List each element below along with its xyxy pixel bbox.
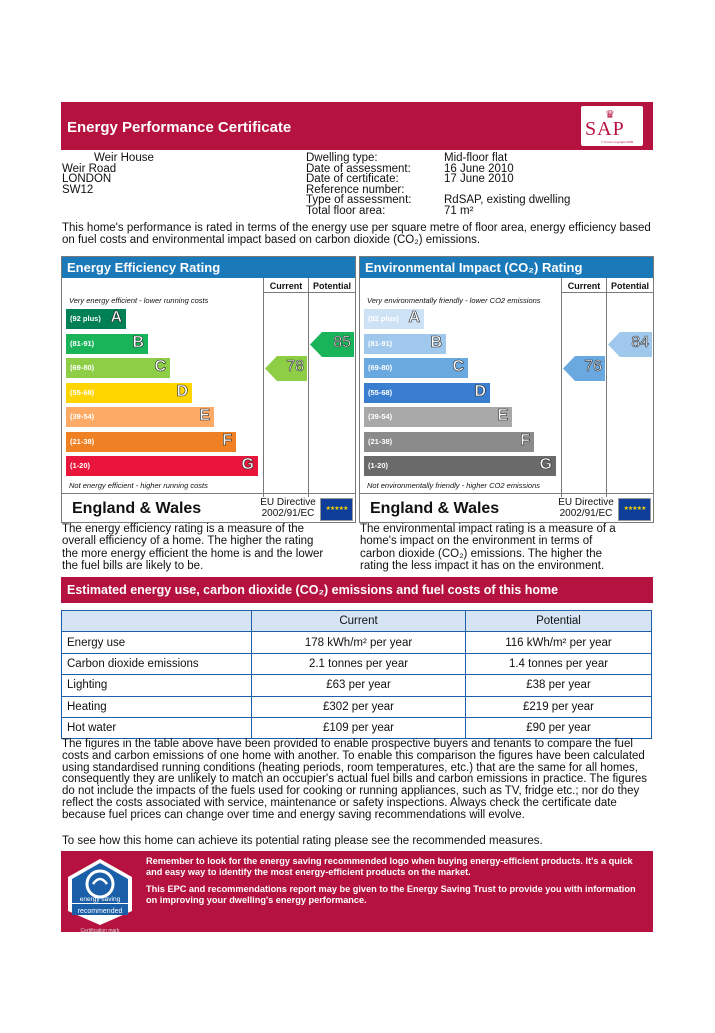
potential-column-header: Potential (607, 279, 653, 293)
sap-logo-copyright: © Crown copyright 2005 (601, 140, 634, 144)
potential-rating-value: 85 (333, 333, 351, 351)
band-letter: G (241, 456, 254, 473)
rating-band-d (364, 383, 490, 403)
band-letter: C (452, 358, 464, 375)
rating-band-b (364, 334, 446, 354)
detail-value: Mid-floor flat (444, 152, 508, 164)
band-range: (69-80) (70, 363, 95, 372)
band-range: (39-54) (368, 412, 393, 421)
current-rating-arrow (563, 356, 605, 381)
eu-flag-icon: ★★★★★ (618, 498, 651, 521)
band-range: (39-54) (70, 412, 95, 421)
row-label: Energy use (62, 632, 252, 653)
potential-value: £90 per year (466, 717, 652, 738)
current-value: £109 per year (252, 717, 466, 738)
region-label: England & Wales (72, 500, 202, 517)
eu-directive-line: 2002/91/EC (559, 508, 613, 519)
rating-band-a (364, 309, 424, 329)
rating-band-e (66, 407, 214, 427)
details-values (444, 153, 570, 217)
banner-text-1: Remember to look for the energy saving recommended logo when buying energy-efficient products. It's a quick and easy way to identify the most energy-efficient products on the market. (146, 856, 633, 877)
costs-footnote: The figures in the table above have been provided to enable prospective buyers and tenants to compare the fuel costs and carbon emissions of one home with another. To enable this comparison the figures have been calculated using standardised running conditions (heating periods, room temperatures, etc.) that are the same for all homes, consequently they are unlikely to match an occupier's actual fuel bills and carbon emissions in practice. The figures do not include the impacts of the fuels used for cooking or running appliances, such as TV, fridge etc.; nor do they reflect the costs associated with service, maintenance or safety inspections. Always check the certificate date because fuel prices can change over time and energy saving recommendations will evolve. (62, 738, 647, 821)
environment-description: The environmental impact rating is a measure of a home's impact on the environment in terms of carbon dioxide (CO₂) emissions. The higher the rating the less impact it has on the environment. (360, 523, 616, 573)
detail-label: Dwelling type: (306, 152, 378, 164)
current-value: 178 kWh/m² per year (252, 632, 466, 653)
band-letter: B (430, 333, 442, 351)
row-label: Hot water (62, 717, 252, 738)
band-letter: A (408, 309, 420, 326)
detail-value: 71 m² (444, 204, 474, 217)
bottom-note: Not environmentally friendly - higher CO2 emissions (367, 481, 540, 490)
efficiency-title: Energy Efficiency Rating (62, 257, 355, 278)
potential-rating-arrow (608, 332, 652, 357)
band-range: (1-20) (70, 461, 91, 470)
top-note: Very energy efficient - lower running costs (69, 296, 209, 305)
table-row (62, 696, 652, 717)
rating-band-a (66, 309, 126, 329)
rating-band-f (66, 432, 236, 452)
rating-band-e (364, 407, 512, 427)
page-title: Energy Performance Certificate (67, 119, 292, 136)
detail-label: Reference number: (306, 183, 405, 196)
band-letter: C (154, 358, 166, 375)
energy-saving-logo-icon (66, 857, 134, 927)
current-column-header: Current (264, 279, 308, 293)
rating-band-b (66, 334, 148, 354)
sap-logo (581, 106, 643, 146)
eu-directive (258, 497, 318, 519)
band-letter: D (474, 382, 486, 400)
rating-band-f (364, 432, 534, 452)
eu-directive-line: EU Directive (558, 497, 614, 508)
detail-label: Total floor area: (306, 204, 386, 217)
eu-directive-line: 2002/91/EC (261, 508, 315, 519)
table-header-cell: Current (252, 611, 466, 632)
band-letter: A (110, 309, 122, 326)
band-range: (81-91) (70, 338, 95, 348)
bottom-note: Not energy efficient - higher running costs (69, 481, 208, 490)
band-letter: F (222, 431, 232, 449)
detail-value: 16 June 2010 (444, 162, 514, 175)
table-header-cell (62, 611, 252, 632)
details-labels (306, 153, 411, 217)
environmental-impact-panel (359, 256, 654, 523)
band-range: (55-68) (368, 387, 393, 397)
potential-value: 116 kWh/m² per year (466, 632, 652, 653)
band-letter: F (520, 431, 530, 449)
table-row (62, 717, 652, 738)
table-header-row (62, 611, 652, 632)
band-letter: G (539, 456, 552, 473)
top-note: Very environmentally friendly - lower CO2 emissions (367, 296, 541, 305)
current-rating-arrow (265, 356, 307, 381)
environment-title: Environmental Impact (CO₂) Rating (360, 257, 653, 278)
address-line: SW12 (62, 183, 94, 196)
rating-band-g (364, 456, 556, 476)
band-range: (21-38) (368, 436, 393, 446)
potential-value: 1.4 tonnes per year (466, 653, 652, 674)
detail-label: Date of assessment: (306, 162, 411, 175)
intro-text: This home's performance is rated in terms of the energy use per square metre of floor area, energy efficiency based on fuel costs and environmental impact based on carbon dioxide (CO₂) emissions. (62, 222, 651, 246)
detail-label: Date of certificate: (306, 173, 399, 186)
certificate-header (61, 102, 653, 150)
logo-bottom-text: recommended (77, 908, 123, 915)
rating-band-d (66, 383, 192, 403)
band-letter: D (176, 382, 188, 400)
detail-label: Type of assessment: (306, 194, 412, 207)
table-row (62, 675, 652, 696)
costs-title: Estimated energy use, carbon dioxide (CO₂) emissions and fuel costs of this home (67, 583, 559, 597)
table-row (62, 653, 652, 674)
current-rating-value: 76 (584, 358, 602, 375)
band-letter: B (132, 333, 144, 351)
band-letter: E (199, 407, 210, 424)
current-value: £63 per year (252, 675, 466, 696)
potential-value: £219 per year (466, 696, 652, 717)
region-label: England & Wales (370, 500, 500, 517)
crown-icon: ♛ (605, 109, 615, 121)
detail-value: 17 June 2010 (444, 173, 514, 186)
current-rating-value: 78 (286, 358, 304, 375)
address-line: Weir House (94, 152, 154, 164)
current-column-header: Current (562, 279, 606, 293)
recommended-measures-link-text: To see how this home can achieve its potential rating please see the recommended measures. (62, 835, 543, 847)
address-line: Weir Road (62, 162, 117, 175)
potential-column-header: Potential (309, 279, 355, 293)
table-row (62, 632, 652, 653)
rating-band-c (66, 358, 170, 378)
sap-logo-text: SAP (585, 118, 625, 140)
costs-section-header (61, 577, 653, 603)
band-range: (1-20) (368, 461, 389, 470)
band-range: (55-68) (70, 387, 95, 397)
current-value: £302 per year (252, 696, 466, 717)
row-label: Heating (62, 696, 252, 717)
eu-directive (556, 497, 616, 519)
rating-band-c (364, 358, 468, 378)
row-label: Lighting (62, 675, 252, 696)
potential-rating-arrow (310, 332, 354, 357)
logo-top-text: energy saving (79, 896, 121, 903)
detail-value: RdSAP, existing dwelling (444, 194, 571, 207)
banner-text-2: This EPC and recommendations report may be given to the Energy Saving Trust to provide you with information on improving your dwelling's energy performance. (146, 884, 636, 905)
table-header-cell: Potential (466, 611, 652, 632)
potential-value: £38 per year (466, 675, 652, 696)
address-line: LONDON (62, 173, 112, 186)
energy-efficiency-panel (61, 256, 356, 523)
costs-table (61, 610, 652, 739)
potential-rating-value: 84 (631, 333, 649, 351)
current-value: 2.1 tonnes per year (252, 653, 466, 674)
band-range: (81-91) (368, 338, 393, 348)
eu-flag-icon: ★★★★★ (320, 498, 353, 521)
energy-saving-banner (61, 851, 653, 932)
band-range: (92 plus) (70, 314, 101, 323)
efficiency-description: The energy efficiency rating is a measure of the overall efficiency of a home. The higher the rating the more energy efficient the home is and the lower the fuel bills are likely to be. (62, 523, 324, 573)
rating-band-g (66, 456, 258, 476)
band-range: (92 plus) (368, 314, 399, 323)
eu-directive-line: EU Directive (260, 497, 316, 508)
logo-caption: Certification mark (80, 928, 120, 934)
band-letter: E (497, 407, 508, 424)
band-range: (69-80) (368, 363, 393, 372)
property-address (62, 153, 282, 195)
row-label: Carbon dioxide emissions (62, 653, 252, 674)
energy-saving-recommended-logo (66, 857, 134, 934)
band-range: (21-38) (70, 436, 95, 446)
